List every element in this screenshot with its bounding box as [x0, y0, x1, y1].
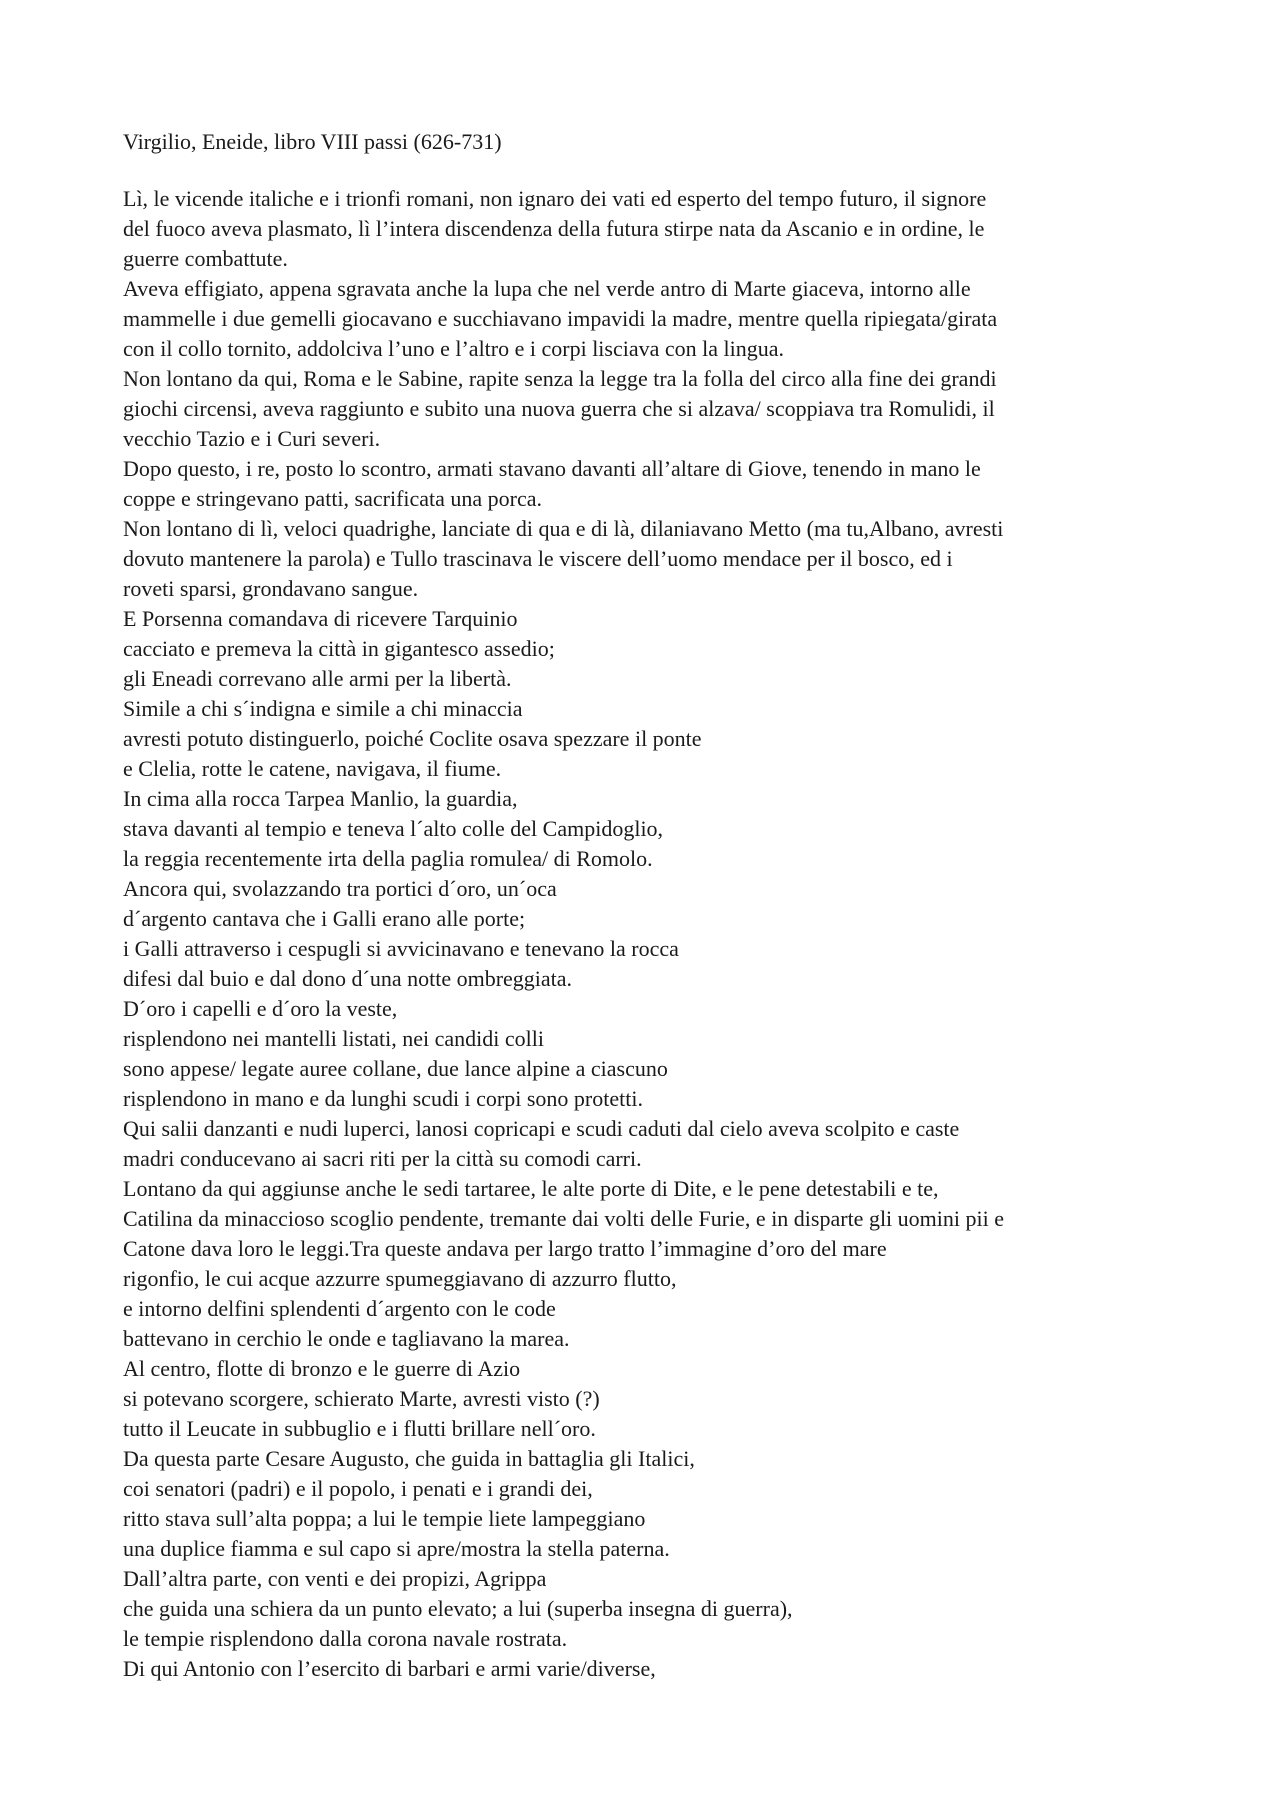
document-body — [123, 184, 1163, 1684]
text-line: ritto stava sull’alta poppa; a lui le tempie liete lampeggiano — [123, 1506, 646, 1531]
text-line: una duplice fiamma e sul capo si apre/mostra la stella paterna. — [123, 1536, 670, 1561]
text-line: E Porsenna comandava di ricevere Tarquinio — [123, 606, 518, 631]
text-line: Lontano da qui aggiunse anche le sedi tartaree, le alte porte di Dite, e le pene detestabili e te, — [123, 1176, 939, 1201]
text-line: sono appese/ legate auree collane, due lance alpine a ciascuno — [123, 1056, 668, 1081]
text-line: dovuto mantenere la parola) e Tullo trascinava le viscere dell’uomo mendace per il bosco, ed i — [123, 546, 953, 571]
text-line: Non lontano di lì, veloci quadrighe, lanciate di qua e di là, dilaniavano Metto (ma tu,Albano, avresti — [123, 516, 1004, 541]
text-line: avresti potuto distinguerlo, poiché Coclite osava spezzare il ponte — [123, 726, 702, 751]
text-line: e intorno delfini splendenti d´argento con le code — [123, 1296, 556, 1321]
text-line: i Galli attraverso i cespugli si avvicinavano e tenevano la rocca — [123, 936, 679, 961]
text-line: la reggia recentemente irta della paglia romulea/ di Romolo. — [123, 846, 653, 871]
text-line: roveti sparsi, grondavano sangue. — [123, 576, 419, 601]
text-line: Lì, le vicende italiche e i trionfi romani, non ignaro dei vati ed esperto del tempo futuro, il signore — [123, 186, 987, 211]
text-line: e Clelia, rotte le catene, navigava, il fiume. — [123, 756, 502, 781]
text-line: madri conducevano ai sacri riti per la città su comodi carri. — [123, 1146, 642, 1171]
text-line: Al centro, flotte di bronzo e le guerre di Azio — [123, 1356, 521, 1381]
text-line: coi senatori (padri) e il popolo, i penati e i grandi dei, — [123, 1476, 593, 1501]
text-line: Catone dava loro le leggi.Tra queste andava per largo tratto l’immagine d’oro del mare — [123, 1236, 887, 1261]
text-line: coppe e stringevano patti, sacrificata una porca. — [123, 486, 543, 511]
text-line: d´argento cantava che i Galli erano alle porte; — [123, 906, 526, 931]
text-line: In cima alla rocca Tarpea Manlio, la guardia, — [123, 786, 518, 811]
text-line: Simile a chi s´indigna e simile a chi minaccia — [123, 696, 523, 721]
text-line: Da questa parte Cesare Augusto, che guida in battaglia gli Italici, — [123, 1446, 695, 1471]
text-line: risplendono in mano e da lunghi scudi i corpi sono protetti. — [123, 1086, 643, 1111]
text-line: Qui salii danzanti e nudi luperci, lanosi copricapi e scudi caduti dal cielo aveva scolpito e caste — [123, 1116, 960, 1141]
text-line: che guida una schiera da un punto elevato; a lui (superba insegna di guerra), — [123, 1596, 793, 1621]
text-line: rigonfio, le cui acque azzurre spumeggiavano di azzurro flutto, — [123, 1266, 677, 1291]
text-line: Dall’altra parte, con venti e dei propizi, Agrippa — [123, 1566, 547, 1591]
text-line: Catilina da minaccioso scoglio pendente, tremante dai volti delle Furie, e in disparte gli uomini pii e — [123, 1206, 1004, 1231]
text-line: giochi circensi, aveva raggiunto e subito una nuova guerra che si alzava/ scoppiava tra Romulidi, il — [123, 396, 995, 421]
text-line: guerre combattute. — [123, 246, 288, 271]
text-line: gli Eneadi correvano alle armi per la libertà. — [123, 666, 512, 691]
text-line: Aveva effigiato, appena sgravata anche la lupa che nel verde antro di Marte giaceva, intorno alle — [123, 276, 971, 301]
text-line: Di qui Antonio con l’esercito di barbari e armi varie/diverse, — [123, 1656, 656, 1681]
text-line: le tempie risplendono dalla corona navale rostrata. — [123, 1626, 568, 1651]
text-line: del fuoco aveva plasmato, lì l’intera discendenza della futura stirpe nata da Ascanio e in ordine, le — [123, 216, 985, 241]
text-line: vecchio Tazio e i Curi severi. — [123, 426, 381, 451]
text-line: cacciato e premeva la città in gigantesco assedio; — [123, 636, 555, 661]
document-title: Virgilio, Eneide, libro VIII passi (626-731) — [123, 129, 502, 154]
text-line: difesi dal buio e dal dono d´una notte ombreggiata. — [123, 966, 573, 991]
text-line: Ancora qui, svolazzando tra portici d´oro, un´oca — [123, 876, 557, 901]
text-line: con il collo tornito, addolciva l’uno e l’altro e i corpi lisciava con la lingua. — [123, 336, 785, 361]
text-line: si potevano scorgere, schierato Marte, avresti visto (?) — [123, 1386, 600, 1411]
text-line: battevano in cerchio le onde e tagliavano la marea. — [123, 1326, 570, 1351]
text-line: risplendono nei mantelli listati, nei candidi colli — [123, 1026, 544, 1051]
text-line: D´oro i capelli e d´oro la veste, — [123, 996, 398, 1021]
text-line: Non lontano da qui, Roma e le Sabine, rapite senza la legge tra la folla del circo alla fine dei grandi — [123, 366, 997, 391]
text-line: stava davanti al tempio e teneva l´alto colle del Campidoglio, — [123, 816, 664, 841]
text-line: Dopo questo, i re, posto lo scontro, armati stavano davanti all’altare di Giove, tenendo in mano le — [123, 456, 981, 481]
text-line: mammelle i due gemelli giocavano e succhiavano impavidi la madre, mentre quella ripiegata/girata — [123, 306, 998, 331]
text-line: tutto il Leucate in subbuglio e i flutti brillare nell´oro. — [123, 1416, 596, 1441]
